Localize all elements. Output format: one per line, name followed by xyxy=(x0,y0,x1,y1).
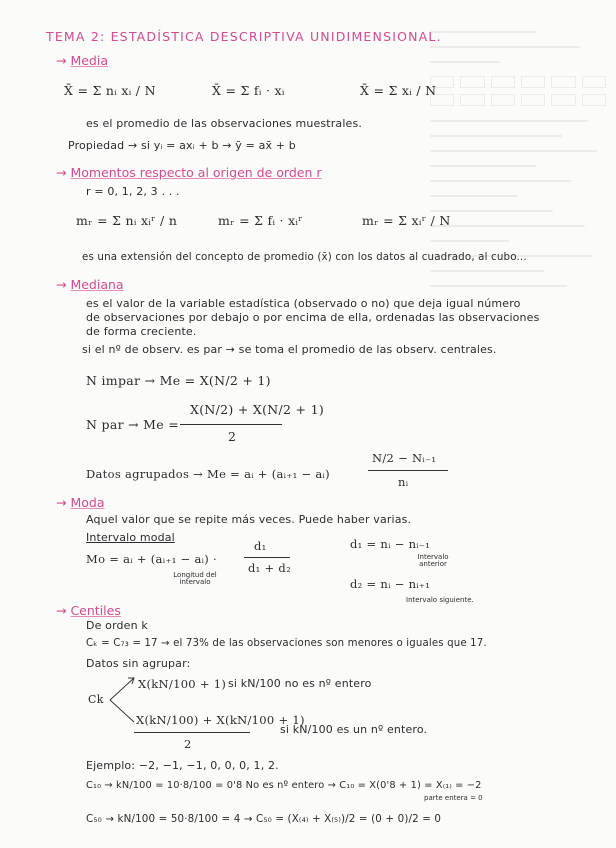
page-title: TEMA 2: ESTADÍSTICA DESCRIPTIVA UNIDIMENSIONAL. xyxy=(46,29,442,44)
mediana-description-1: es el valor de la variable estadística (observado o no) que deja igual número xyxy=(86,297,521,310)
moda-d2: d₂ = nᵢ − nᵢ₊₁ xyxy=(350,577,431,591)
mediana-par-lhs: N par → Me = xyxy=(86,417,180,432)
momentos-formula-1: mᵣ = Σ nᵢ xᵢʳ / n xyxy=(76,213,178,228)
centiles-case2-condition: si kN/100 es un nº entero. xyxy=(280,723,428,736)
centiles-parte-entera-note: parte entera = 0 xyxy=(424,794,483,802)
momentos-r-values: r = 0, 1, 2, 3 . . . xyxy=(86,185,180,198)
centiles-c10: C₁₀ → kN/100 = 10·8/100 = 0'8 No es nº entero → C₁₀ = X(0'8 + 1) = X₍₁₎ = −2 xyxy=(86,780,482,791)
media-property: Propiedad → si yᵢ = axᵢ + b → ȳ = ax̄ + b xyxy=(68,139,296,152)
mediana-par-numerator: X(N/2) + X(N/2 + 1) xyxy=(190,402,325,417)
section-media-heading: → Media xyxy=(56,53,108,68)
section-momentos-heading: → Momentos respecto al origen de orden r xyxy=(56,165,322,180)
mediana-agrupados-lhs: Datos agrupados → Me = aᵢ + (aᵢ₊₁ − aᵢ) xyxy=(86,467,330,481)
mediana-agrupados-fraction-bar xyxy=(368,470,448,471)
centiles-ck-label: Ck xyxy=(88,693,104,706)
moda-formula-denominator: d₁ + d₂ xyxy=(248,561,291,575)
media-formula-1: X̄ = Σ nᵢ xᵢ / N xyxy=(64,83,156,98)
centiles-c50: C₅₀ → kN/100 = 50·8/100 = 4 → C₅₀ = (X₍₄₎ + X₍₅₎)/2 = (0 + 0)/2 = 0 xyxy=(86,813,442,825)
momentos-description: es una extensión del concepto de promedio (x̄) con los datos al cuadrado, al cubo... xyxy=(82,251,527,263)
centiles-case2-denominator: 2 xyxy=(184,737,192,751)
momentos-formula-2: mᵣ = Σ fᵢ · xᵢʳ xyxy=(218,213,303,228)
centiles-case1-condition: si kN/100 no es nº entero xyxy=(228,677,372,690)
mediana-par-fraction-bar xyxy=(180,424,282,425)
section-centiles-heading: → Centiles xyxy=(56,603,121,618)
media-formula-2: X̄ = Σ fᵢ · xᵢ xyxy=(212,83,285,98)
centiles-case2-numerator: X(kN/100) + X(kN/100 + 1) xyxy=(136,713,305,727)
mediana-agrupados-numerator: N/2 − Nᵢ₋₁ xyxy=(372,451,437,465)
centiles-sin-agrupar: Datos sin agrupar: xyxy=(86,657,191,670)
moda-d1: d₁ = nᵢ − nᵢ₋₁ xyxy=(350,537,431,551)
section-mediana-heading: → Mediana xyxy=(56,277,124,292)
mediana-impar-formula: N impar → Me = X(N/2 + 1) xyxy=(86,373,271,388)
moda-description: Aquel valor que se repite más veces. Puede haber varias. xyxy=(86,513,412,526)
moda-intervalo-modal: Intervalo modal xyxy=(86,531,175,544)
moda-longitud-note: Longitud del intervalo xyxy=(173,571,217,586)
mediana-description-4: si el nº de observ. es par → se toma el promedio de las observ. centrales. xyxy=(82,343,497,356)
moda-formula-numerator: d₁ xyxy=(254,539,267,553)
moda-fraction-bar xyxy=(244,557,290,558)
moda-formula-lhs: Mo = aᵢ + (aᵢ₊₁ − aᵢ) · xyxy=(86,552,217,566)
mediana-par-denominator: 2 xyxy=(228,429,237,444)
moda-intervalo-siguiente-note: Intervalo siguiente. xyxy=(406,596,474,604)
bleed-through-shadow xyxy=(430,18,606,538)
centiles-orden: De orden k xyxy=(86,619,148,632)
mediana-description-3: de forma creciente. xyxy=(86,325,197,338)
centiles-ejemplo: Ejemplo: −2, −1, −1, 0, 0, 0, 1, 2. xyxy=(86,759,279,772)
moda-intervalo-anterior-note: Intervalo anterior xyxy=(417,553,449,568)
momentos-formula-3: mᵣ = Σ xᵢʳ / N xyxy=(362,213,451,228)
mediana-description-2: de observaciones por debajo o por encima de ella, ordenadas las observaciones xyxy=(86,311,540,324)
media-description: es el promedio de las observaciones muestrales. xyxy=(86,117,362,130)
section-moda-heading: → Moda xyxy=(56,495,105,510)
mediana-agrupados-denominator: nᵢ xyxy=(398,475,409,489)
centiles-case2-fraction-bar xyxy=(134,732,250,733)
centiles-ck-example: Cₖ = C₇₃ = 17 → el 73% de las observaciones son menores o iguales que 17. xyxy=(86,638,487,649)
centiles-branch-arrows xyxy=(108,672,138,728)
centiles-case1-formula: X(kN/100 + 1) xyxy=(138,677,227,691)
media-formula-3: X̄ = Σ xᵢ / N xyxy=(360,83,437,98)
